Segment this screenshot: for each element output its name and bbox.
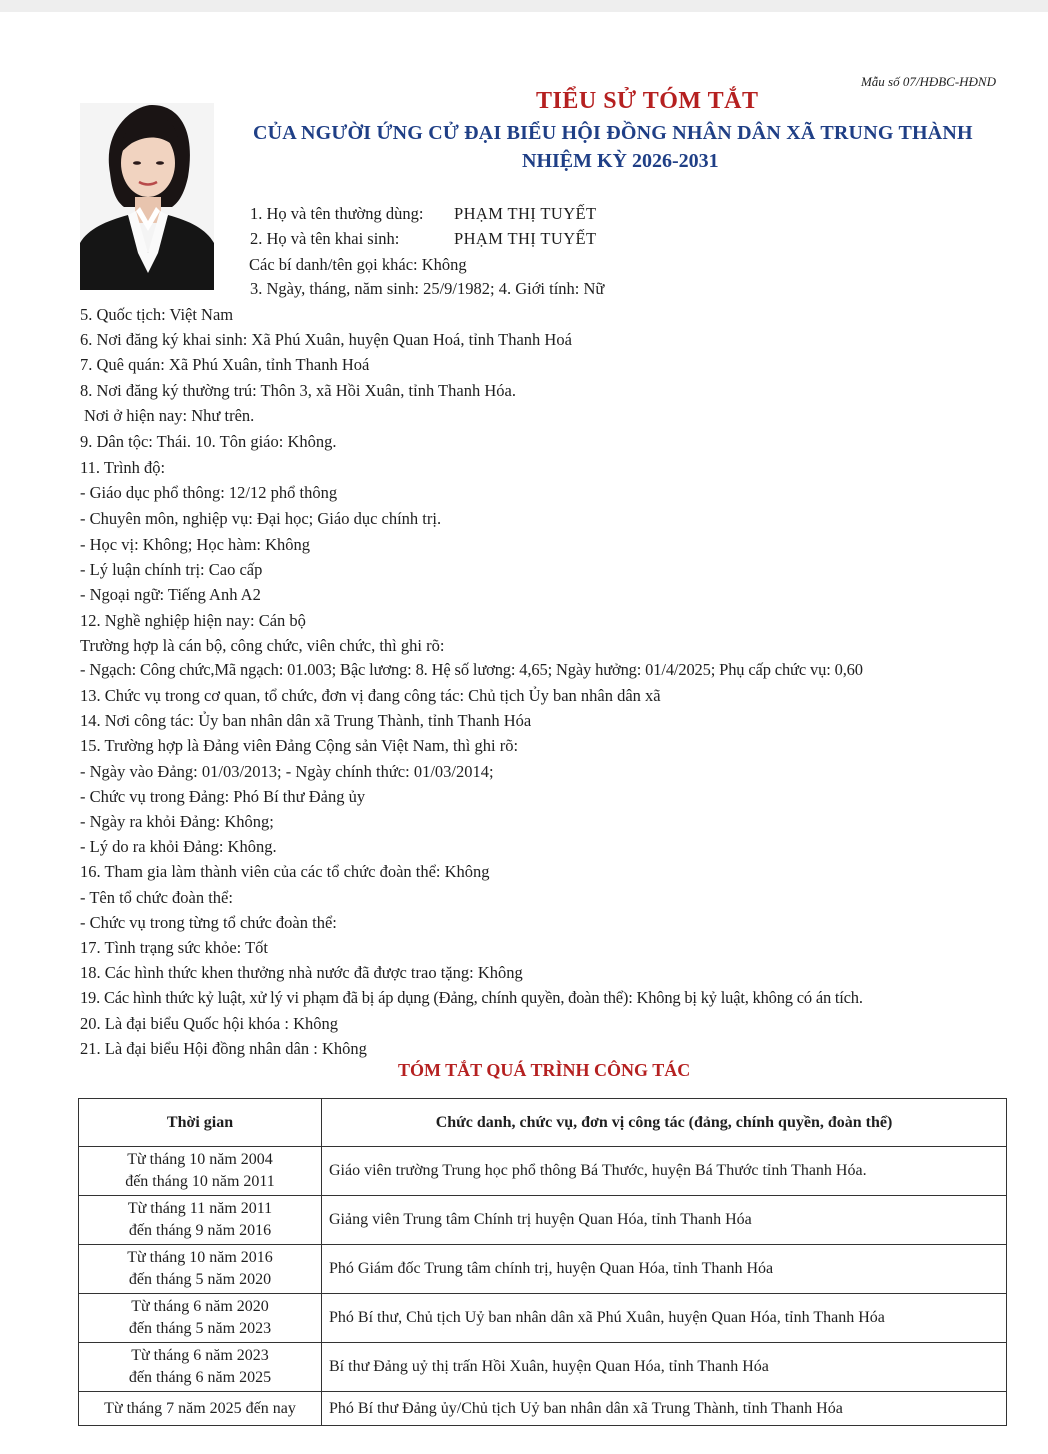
- time-from: Từ tháng 11 năm 2011: [127, 1200, 273, 1217]
- table-row: [79, 1196, 1007, 1245]
- table-header-row: [79, 1099, 1007, 1147]
- time-to: đến tháng 6 năm 2025: [128, 1369, 272, 1386]
- common-name-label: 1. Họ và tên thường dùng:: [250, 204, 424, 223]
- occupation-line: 12. Nghề nghiệp hiện nay: Cán bộ: [80, 611, 306, 630]
- document-term: NHIỆM KỲ 2026-2031: [522, 150, 719, 172]
- birth-name-value: PHẠM THỊ TUYẾT: [454, 229, 597, 248]
- portrait-image: [80, 103, 214, 290]
- time-cell: [79, 1196, 322, 1245]
- time-cell: [79, 1294, 322, 1343]
- foreign-language-line: - Ngoại ngữ: Tiếng Anh A2: [80, 585, 261, 604]
- birth-registration-line: 6. Nơi đăng ký khai sinh: Xã Phú Xuân, huyện Quan Hoá, tỉnh Thanh Hoá: [80, 330, 572, 349]
- column-header-position: Chức danh, chức vụ, đơn vị công tác (đảng, chính quyền, đoàn thể): [322, 1099, 1007, 1147]
- position-cell: Giáo viên trường Trung học phổ thông Bá Thước, huyện Bá Thước tỉnh Thanh Hóa.: [322, 1147, 1007, 1196]
- party-leave-reason-line: - Lý do ra khỏi Đảng: Không.: [80, 837, 277, 856]
- civil-servant-note-line: Trường hợp là cán bộ, công chức, viên chức, thì ghi rõ:: [80, 636, 445, 655]
- political-theory-line: - Lý luận chính trị: Cao cấp: [80, 560, 263, 579]
- peoples-council-line: 21. Là đại biểu Hội đồng nhân dân : Không: [80, 1039, 367, 1058]
- position-cell: Giảng viên Trung tâm Chính trị huyện Quan Hóa, tỉnh Thanh Hóa: [322, 1196, 1007, 1245]
- table-row: [79, 1294, 1007, 1343]
- time-to: đến tháng 10 năm 2011: [125, 1173, 275, 1190]
- organizations-line: 16. Tham gia làm thành viên của các tổ chức đoàn thể: Không: [80, 862, 490, 881]
- health-line: 17. Tình trạng sức khỏe: Tốt: [80, 938, 268, 957]
- position-cell: Phó Giám đốc Trung tâm chính trị, huyện Quan Hóa, tỉnh Thanh Hóa: [322, 1245, 1007, 1294]
- form-code: Mẫu số 07/HĐBC-HĐND: [860, 74, 996, 89]
- position-cell: Bí thư Đảng uỷ thị trấn Hồi Xuân, huyện Quan Hóa, tỉnh Thanh Hóa: [322, 1343, 1007, 1392]
- top-border: [0, 0, 1048, 12]
- time-cell: [79, 1343, 322, 1392]
- national-assembly-line: 20. Là đại biểu Quốc hội khóa : Không: [80, 1014, 338, 1033]
- party-member-heading: 15. Trường hợp là Đảng viên Đảng Cộng sản Việt Nam, thì ghi rõ:: [80, 736, 519, 755]
- education-heading: 11. Trình độ:: [80, 458, 166, 477]
- degree-line: - Học vị: Không; Học hàm: Không: [80, 535, 311, 554]
- current-position-line: 13. Chức vụ trong cơ quan, tổ chức, đơn vị đang công tác: Chủ tịch Ủy ban nhân dân xã: [80, 686, 661, 705]
- position-cell: Phó Bí thư Đảng ủy/Chủ tịch Uỷ ban nhân dân xã Trung Thành, tỉnh Thanh Hóa: [322, 1392, 1007, 1426]
- time-cell: Từ tháng 7 năm 2025 đến nay: [79, 1392, 322, 1426]
- time-to: đến tháng 5 năm 2023: [128, 1320, 272, 1337]
- permanent-residence-line: 8. Nơi đăng ký thường trú: Thôn 3, xã Hồi Xuân, tỉnh Thanh Hóa.: [80, 381, 516, 400]
- current-residence-line: Nơi ở hiện nay: Như trên.: [84, 406, 255, 425]
- portrait-photo: [80, 103, 214, 290]
- aliases-line: Các bí danh/tên gọi khác: Không: [249, 255, 467, 274]
- party-position-line: - Chức vụ trong Đảng: Phó Bí thư Đảng ủy: [80, 787, 366, 806]
- position-cell: Phó Bí thư, Chủ tịch Uỷ ban nhân dân xã Phú Xuân, huyện Quan Hóa, tỉnh Thanh Hóa: [322, 1294, 1007, 1343]
- work-history-title: TÓM TẮT QUÁ TRÌNH CÔNG TÁC: [398, 1060, 691, 1080]
- hometown-line: 7. Quê quán: Xã Phú Xuân, tỉnh Thanh Hoá: [80, 355, 370, 374]
- time-from: Từ tháng 10 năm 2016: [127, 1249, 273, 1266]
- time-from: Từ tháng 10 năm 2004: [127, 1151, 273, 1168]
- nationality-line: 5. Quốc tịch: Việt Nam: [80, 305, 234, 324]
- party-leave-date-line: - Ngày ra khỏi Đảng: Không;: [80, 812, 274, 831]
- ethnicity-religion-line: 9. Dân tộc: Thái. 10. Tôn giáo: Không.: [80, 432, 337, 451]
- table-row: [79, 1343, 1007, 1392]
- document-subtitle: CỦA NGƯỜI ỨNG CỬ ĐẠI BIỂU HỘI ĐỒNG NHÂN DÂN XÃ TRUNG THÀNH: [253, 122, 973, 144]
- work-history-table: [78, 1098, 1007, 1426]
- professional-line: - Chuyên môn, nghiệp vụ: Đại học; Giáo dục chính trị.: [80, 509, 442, 528]
- discipline-line: 19. Các hình thức kỷ luật, xử lý vi phạm đã bị áp dụng (Đảng, chính quyền, đoàn thể): Không bị kỷ luật, không có án tích.: [80, 988, 863, 1007]
- time-cell: [79, 1147, 322, 1196]
- table-row: [79, 1245, 1007, 1294]
- time-cell: [79, 1245, 322, 1294]
- column-header-time: Thời gian: [79, 1099, 322, 1147]
- birth-name-label: 2. Họ và tên khai sinh:: [250, 229, 400, 248]
- organization-position-line: - Chức vụ trong từng tổ chức đoàn thể:: [80, 913, 337, 932]
- table-row: [79, 1147, 1007, 1196]
- awards-line: 18. Các hình thức khen thưởng nhà nước đã được trao tặng: Không: [80, 963, 523, 982]
- common-name-value: PHẠM THỊ TUYẾT: [454, 204, 597, 223]
- time-to: đến tháng 5 năm 2020: [128, 1271, 272, 1288]
- table-row: [79, 1392, 1007, 1426]
- party-join-date-line: - Ngày vào Đảng: 01/03/2013; - Ngày chính thức: 01/03/2014;: [80, 762, 494, 781]
- time-from: Từ tháng 6 năm 2023: [131, 1347, 269, 1364]
- birthdate-gender-line: 3. Ngày, tháng, năm sinh: 25/9/1982; 4. Giới tính: Nữ: [250, 279, 605, 298]
- document-title: TIỂU SỬ TÓM TẮT: [536, 88, 759, 114]
- organization-name-line: - Tên tổ chức đoàn thể:: [80, 888, 233, 907]
- time-from: Từ tháng 6 năm 2020: [131, 1298, 269, 1315]
- workplace-line: 14. Nơi công tác: Ủy ban nhân dân xã Trung Thành, tỉnh Thanh Hóa: [80, 711, 532, 730]
- general-education-line: - Giáo dục phổ thông: 12/12 phổ thông: [80, 483, 338, 502]
- time-to: đến tháng 9 năm 2016: [128, 1222, 272, 1239]
- salary-grade-line: - Ngạch: Công chức,Mã ngạch: 01.003; Bậc lương: 8. Hệ số lương: 4,65; Ngày hưởng: 01/4/2025; Phụ cấp chức vụ: 0,60: [80, 660, 863, 679]
